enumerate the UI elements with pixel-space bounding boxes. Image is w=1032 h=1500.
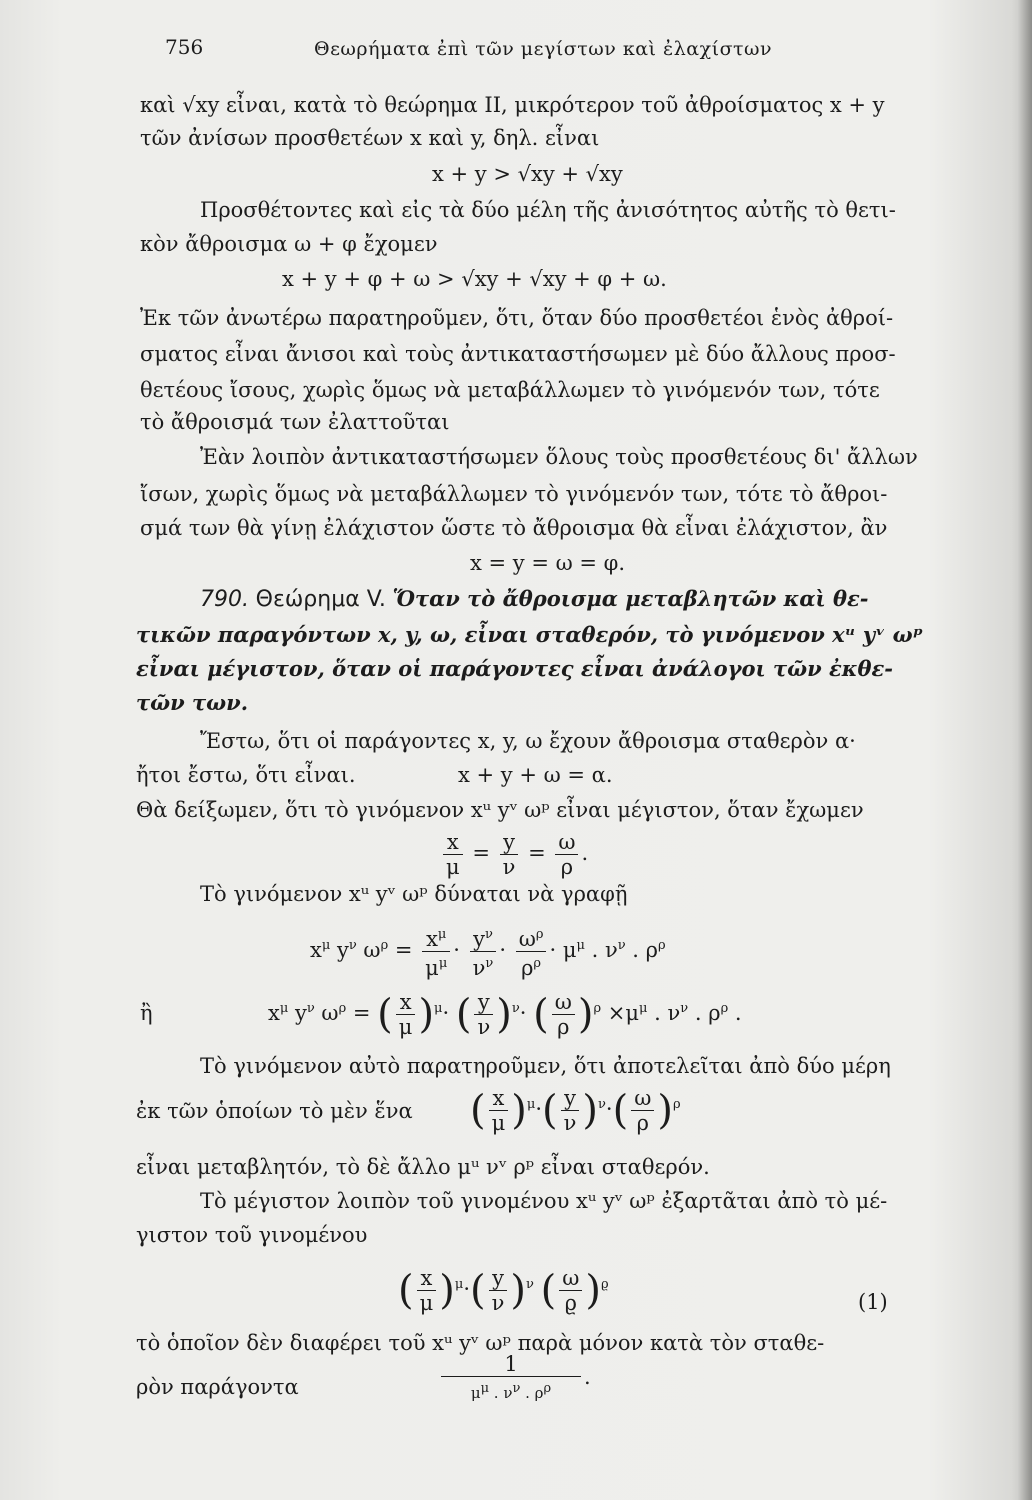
fraction: $\frac{y^\nu}{\nu^\nu}$ (470, 923, 497, 980)
text-line: ἴσων, χωρὶς ὅμως νὰ μεταβάλλωμεν τὸ γινόμενόν των, τότε τὸ ἄθροι- (140, 482, 888, 506)
text-line: τὸ ὁποῖον δὲν διαφέρει τοῦ xᵘ yᵛ ωᵖ παρὰ μόνον κατὰ τὸν σταθε- (136, 1331, 825, 1355)
fraction: $\frac{\omega}{\rho}$ (552, 990, 575, 1039)
text-line: ἤτοι ἔστω, ὅτι εἶναι. (136, 763, 356, 787)
fraction: $\frac{\omega}{\rho}$ (631, 1086, 654, 1135)
text-line: Ἔστω, ὅτι οἱ παράγοντες x, y, ω ἔχουν ἄθροισμα σταθερὸν α· (200, 729, 856, 753)
fraction: $\frac{y}{\nu}$ (561, 1086, 580, 1135)
theorem-heading (200, 586, 868, 613)
equation: x + y + ω = α. (458, 763, 613, 787)
text-line: καὶ √xy εἶναι, κατὰ τὸ θεώρημα II, μικρότερον τοῦ ἀθροίσματος x + y (140, 93, 885, 117)
theorem-name: Θεώρημα V. (255, 587, 386, 612)
text-line: γιστον τοῦ γινομένου (136, 1223, 368, 1247)
text-line: ἢ (140, 1001, 153, 1025)
fraction: $\frac{y}{\nu}$ (500, 830, 519, 879)
text-line: τὸ ἄθροισμά των ἐλαττοῦται (140, 410, 450, 434)
fraction: $\frac{x}{\mu}$ (489, 1086, 509, 1135)
text-line: ἐκ τῶν ὁποίων τὸ μὲν ἕνα (136, 1099, 413, 1123)
text-line: Ἐκ τῶν ἀνωτέρω παρατηροῦμεν, ὅτι, ὅταν δύο προσθετέοι ἑνὸς ἀθροί- (140, 306, 894, 330)
text-line: κὸν ἄθροισμα ω + φ ἔχομεν (140, 232, 438, 256)
running-title: Θεωρήματα ἐπὶ τῶν μεγίστων καὶ ἐλαχίστων (314, 38, 773, 60)
text-line: εἶναι μεταβλητόν, τὸ δὲ ἄλλο μᵘ νᵛ ρᵖ εἶναι σταθερόν. (136, 1155, 710, 1179)
equation-expansion: $x^\mu$ $y^\nu$ $\omega^\rho$ = $\frac{x^\mu}{\mu^\mu}$ · $\frac{y^\nu}{\nu^\nu}$ · $\frac{\omega^\rho}{\rho^\rho}$ · $\mu^\mu$ . $\nu^\nu$ . $\rho^\rho$ (310, 923, 666, 980)
text-line: Τὸ γινόμενον αὐτὸ παρατηροῦμεν, ὅτι ἀποτελεῖται ἀπὸ δύο μέρη (200, 1054, 891, 1078)
text-line: σματος εἶναι ἄνισοι καὶ τοὺς ἀντικαταστήσωμεν μὲ δύο ἄλλους προσ- (140, 342, 896, 366)
theorem-statement: εἶναι μέγιστον, ὅταν οἱ παράγοντες εἶναι ἀνάλογοι τῶν ἐκθε- (136, 656, 893, 681)
theorem-statement: τικῶν παραγόντων x, y, ω, εἶναι σταθερόν, τὸ γινόμενον xᵘ yᵛ ωᵖ (136, 622, 924, 647)
fraction: $\frac{1}{\mu^\mu . \nu^\nu . \rho^\rho}$ (441, 1352, 581, 1405)
fraction: $\frac{x}{\mu}$ (443, 830, 463, 879)
equation: x + y > √xy + √xy (432, 162, 623, 186)
constant-factor: $\frac{1}{\mu^\mu . \nu^\nu . \rho^\rho}$ . (438, 1352, 591, 1405)
variable-part: ( $\frac{x}{\mu}$ )$^\mu$·( $\frac{y}{\nu}$ )$^\nu$·( $\frac{\omega}{\rho}$ )$^\rho$ (470, 1086, 681, 1135)
fraction: $\frac{\omega}{\rho}$ (555, 830, 578, 879)
theorem-statement: Ὅταν τὸ ἄθροισμα μεταβλητῶν καὶ θε- (392, 586, 869, 611)
proportion-equation: $\frac{x}{\mu}$ = $\frac{y}{\nu}$ = $\frac{\omega}{\rho}$ . (440, 830, 588, 879)
text-line: σμά των θὰ γίνῃ ἐλάχιστον ὥστε τὸ ἄθροισμα θὰ εἶναι ἐλάχιστον, ἂν (140, 516, 888, 540)
text-line: Τὸ γινόμενον xᵘ yᵛ ωᵖ δύναται νὰ γραφῇ (200, 882, 628, 906)
theorem-number: 790. (200, 587, 249, 612)
page-number: 756 (165, 35, 204, 59)
text-line: Θὰ δείξωμεν, ὅτι τὸ γινόμενον xᵘ yᵛ ωᵖ εἶναι μέγιστον, ὅταν ἔχωμεν (136, 798, 864, 822)
equation-power-form: $x^\mu$ $y^\nu$ $\omega^\rho$ = ( $\frac{x}{\mu}$ )$^\mu$· ( $\frac{y}{\nu}$ )$^\nu$· ( $\frac{\omega}{\rho}$ )$^\rho \times\mu^\mu$ . $\nu^\nu$ . $\rho^\rho$ . (268, 990, 742, 1039)
text-line: ρὸν παράγοντα (136, 1375, 299, 1399)
fraction: $\frac{y}{\nu}$ (489, 1266, 508, 1315)
fraction: $\frac{x^\mu}{\mu^\mu}$ (422, 923, 450, 980)
text-line: Προσθέτοντες καὶ εἰς τὰ δύο μέλη τῆς ἀνισότητος αὐτῆς τὸ θετι- (200, 198, 896, 222)
equation: x + y + φ + ω > √xy + √xy + φ + ω. (282, 267, 667, 291)
page-edge-shadow (1018, 0, 1032, 1500)
expression-1: ( $\frac{x}{\mu}$ )$^\mu$·( $\frac{y}{\nu}$ )$^\nu$ ( $\frac{\omega}{ϱ}$ )$^ϱ$ (398, 1266, 609, 1315)
fraction: $\frac{x}{\mu}$ (417, 1266, 437, 1315)
fraction: $\frac{y}{\nu}$ (474, 990, 493, 1039)
theorem-statement: τῶν των. (136, 690, 249, 715)
text-line: τῶν ἀνίσων προσθετέων x καὶ y, δηλ. εἶναι (140, 126, 600, 150)
text-line: Τὸ μέγιστον λοιπὸν τοῦ γινομένου xᵘ yᵛ ωᵖ ἐξαρτᾶται ἀπὸ τὸ μέ- (200, 1189, 888, 1213)
equation: x = y = ω = φ. (470, 551, 626, 575)
equation-label: (1) (858, 1290, 888, 1314)
fraction: $\frac{\omega}{ϱ}$ (559, 1266, 582, 1315)
text-line: Ἐὰν λοιπὸν ἀντικαταστήσωμεν ὅλους τοὺς προσθετέους δι' ἄλλων (200, 445, 918, 469)
fraction: $\frac{\omega^\rho}{\rho^\rho}$ (516, 923, 547, 980)
text-line: θετέους ἴσους, χωρὶς ὅμως νὰ μεταβάλλωμεν τὸ γινόμενόν των, τότε (140, 378, 880, 402)
fraction: $\frac{x}{\mu}$ (396, 990, 416, 1039)
